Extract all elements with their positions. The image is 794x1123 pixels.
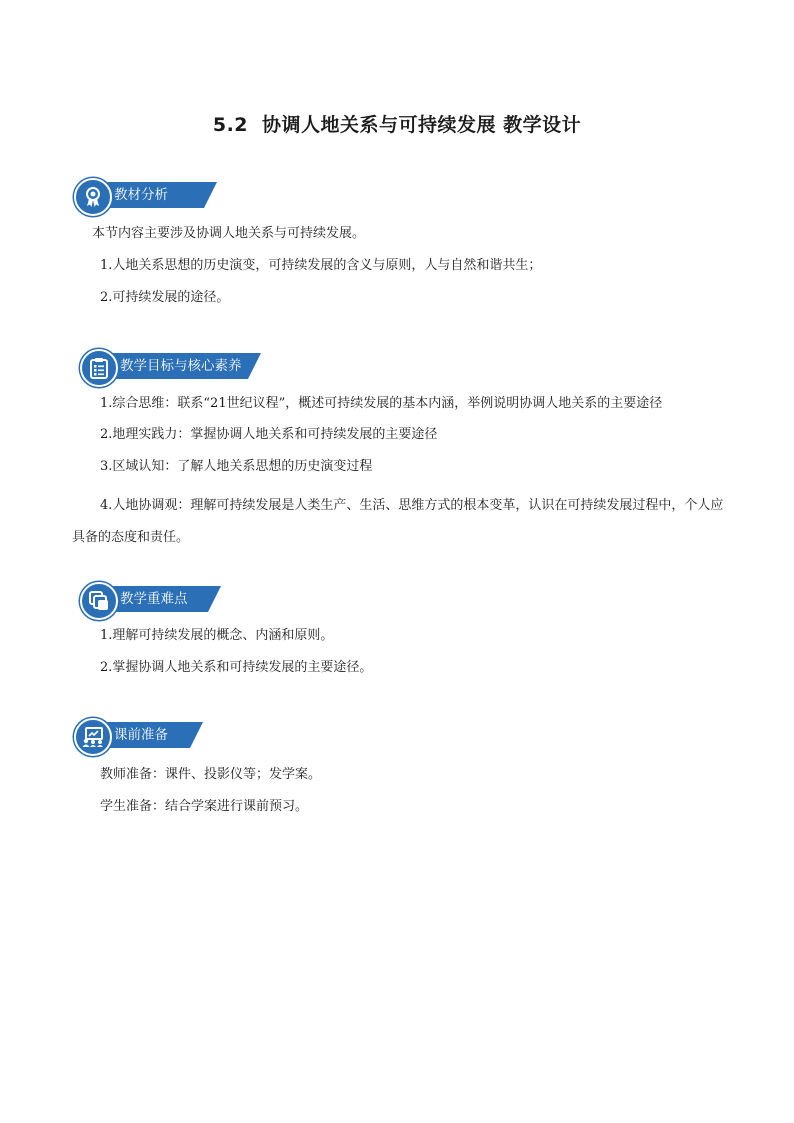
- paragraph: 2.掌握协调人地关系和可持续发展的主要途径。: [100, 660, 373, 675]
- section-heading-label: 教材分析: [84, 182, 204, 208]
- section-heading-objectives: [80, 349, 265, 381]
- section-heading-label: 教学目标与核心素养: [90, 353, 248, 379]
- section-heading-key-difficult-points: [80, 582, 210, 614]
- section-heading-preparation: [74, 718, 194, 750]
- paragraph: 2.地理实践力：掌握协调人地关系和可持续发展的主要途径: [100, 427, 438, 442]
- stacked-documents-icon: [80, 582, 118, 620]
- section-heading-label: 课前准备: [84, 722, 190, 748]
- paragraph: 学生准备：结合学案进行课前预习。: [100, 799, 309, 814]
- section-heading-label: 教学重难点: [90, 586, 208, 612]
- paragraph: 4.人地协调观：理解可持续发展是人类生产、生活、思维方式的根本变革，认识在可持续发展过程中，个人应具备的态度和责任。: [72, 498, 724, 545]
- title-text: 协调人地关系与可持续发展 教学设计: [262, 114, 582, 136]
- award-ribbon-icon: [74, 178, 112, 216]
- paragraph: 教师准备：课件、投影仪等；发学案。: [100, 767, 322, 782]
- paragraph: 本节内容主要涉及协调人地关系与可持续发展。: [92, 226, 366, 241]
- clipboard-checklist-icon: [80, 349, 118, 387]
- page-title: [0, 110, 794, 137]
- section-heading-textbook-analysis: [74, 178, 204, 210]
- title-number: 5.2: [212, 114, 249, 136]
- paragraph: 3.区域认知：了解人地关系思想的历史演变过程: [100, 459, 373, 474]
- paragraph: 1.综合思维：联系“21世纪议程”，概述可持续发展的基本内涵，举例说明协调人地关系的主要途径: [100, 396, 663, 411]
- paragraph: 2.可持续发展的途径。: [100, 290, 230, 305]
- paragraph: 1.理解可持续发展的概念、内涵和原则。: [100, 628, 334, 643]
- paragraph: 1.人地关系思想的历史演变，可持续发展的含义与原则，人与自然和谐共生；: [100, 258, 542, 273]
- presentation-board-icon: [74, 718, 112, 756]
